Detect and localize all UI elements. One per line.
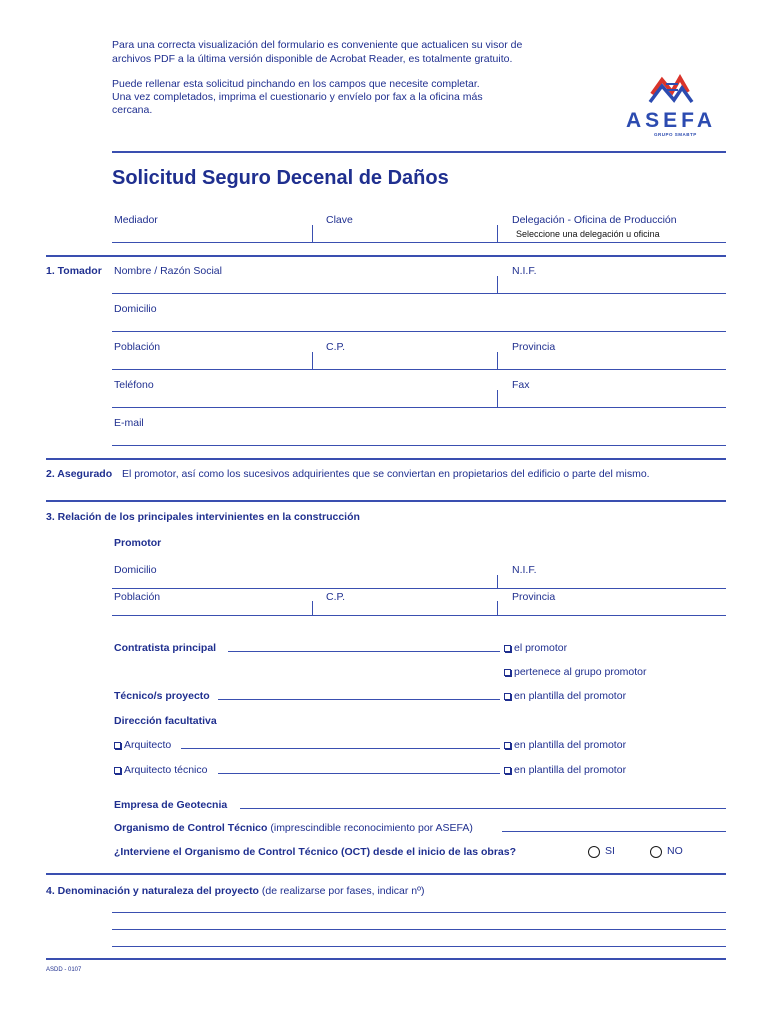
footer-code: ASDD - 0107 (46, 967, 82, 973)
el-promotor-option[interactable] (504, 642, 567, 655)
asefa-logo-mark-icon (622, 72, 727, 112)
tecnico-plantilla-text: en plantilla del promotor (514, 690, 627, 702)
el-promotor-text: el promotor (514, 642, 568, 654)
promotor-cp-label: C.P. (326, 591, 346, 603)
tecnico-label: Técnico/s proyecto (114, 690, 210, 702)
proyecto-line-3[interactable] (112, 946, 726, 947)
telefono-label: Teléfono (114, 379, 154, 391)
divider (312, 601, 313, 615)
section-2-title: 2. Asegurado (46, 468, 113, 480)
nombre-label: Nombre / Razón Social (114, 265, 222, 277)
intro-line-2: archivos PDF a la última versión disponible de Acrobat Reader, es totalmente gratuito. (112, 53, 513, 65)
section-3-title: 3. Relación de los principales intervinientes en la construcción (46, 511, 360, 523)
contratista-label: Contratista principal (114, 642, 217, 654)
provincia-label: Provincia (512, 341, 556, 353)
page-title: Solicitud Seguro Decenal de Daños (112, 167, 449, 189)
asegurado-text: El promotor, así como los sucesivos adquirientes que se conviertan en propietarios del edificio o parte del mismo. (122, 468, 650, 480)
section-rule (46, 255, 726, 257)
si-radio[interactable] (588, 846, 600, 858)
si-label: SI (605, 845, 615, 857)
checkbox-icon[interactable] (114, 767, 121, 774)
section-rule (46, 500, 726, 502)
delegacion-label: Delegación - Oficina de Producción (512, 214, 677, 226)
direccion-label: Dirección facultativa (114, 715, 217, 727)
organismo-label: Organismo de Control Técnico (114, 822, 268, 834)
title-top-rule (112, 151, 726, 153)
divider (497, 352, 498, 369)
divider (497, 276, 498, 293)
asefa-logo (622, 72, 727, 142)
section-rule (46, 873, 726, 875)
rule (112, 588, 726, 589)
divider (497, 225, 498, 242)
promotor-heading: Promotor (114, 537, 162, 549)
geotecnia-field-line[interactable] (240, 808, 726, 809)
section-4-row (46, 885, 424, 898)
pertenece-option[interactable] (504, 666, 647, 679)
rule (112, 331, 726, 332)
arquitecto-plantilla-text: en plantilla del promotor (514, 739, 627, 751)
organismo-note: (imprescindible reconocimiento por ASEFA) (270, 822, 473, 834)
arquitecto-tecnico-option[interactable] (114, 764, 207, 777)
arquitecto-tecnico-text: Arquitecto técnico (124, 764, 208, 776)
arquitecto-field-line[interactable] (181, 748, 500, 749)
domicilio-label: Domicilio (114, 303, 157, 315)
no-label: NO (667, 845, 683, 857)
pertenece-text: pertenece al grupo promotor (514, 666, 647, 678)
cp-label: C.P. (326, 341, 346, 353)
divider (312, 352, 313, 369)
arquitecto-tecnico-plantilla-option[interactable] (504, 764, 626, 777)
divider (497, 601, 498, 615)
poblacion-label: Población (114, 341, 161, 353)
rule (112, 615, 726, 616)
geotecnia-label: Empresa de Geotecnia (114, 799, 228, 811)
divider (497, 390, 498, 407)
rule (112, 293, 726, 294)
arquitecto-tecnico-plantilla-text: en plantilla del promotor (514, 764, 627, 776)
checkbox-icon[interactable] (504, 742, 511, 749)
delegacion-select[interactable]: Seleccione una delegación u oficina (516, 229, 660, 239)
no-radio[interactable] (650, 846, 662, 858)
rule (112, 242, 726, 243)
mediador-label: Mediador (114, 214, 158, 226)
clave-label: Clave (326, 214, 353, 226)
promotor-poblacion-label: Población (114, 591, 161, 603)
arquitecto-plantilla-option[interactable] (504, 739, 626, 752)
arquitecto-option[interactable] (114, 739, 171, 752)
rule (112, 369, 726, 370)
checkbox-icon[interactable] (114, 742, 121, 749)
oct-question: ¿Interviene el Organismo de Control Técnico (OCT) desde el inicio de las obras? (114, 846, 516, 858)
section-4-title: 4. Denominación y naturaleza del proyecto (46, 885, 259, 897)
organismo-field-line[interactable] (502, 831, 726, 832)
proyecto-line-2[interactable] (112, 929, 726, 930)
logo-name: ASEFA (626, 109, 717, 132)
promotor-nif-label: N.I.F. (512, 564, 537, 576)
arquitecto-tecnico-field-line[interactable] (218, 773, 500, 774)
tecnico-plantilla-option[interactable] (504, 690, 626, 703)
checkbox-icon[interactable] (504, 669, 511, 676)
intro-line-4: Una vez completados, imprima el cuestionario y envíelo por fax a la oficina más (112, 91, 483, 103)
divider (497, 575, 498, 588)
section-rule (46, 458, 726, 460)
intro-line-5: cercana. (112, 104, 153, 116)
tecnico-field-line[interactable] (218, 699, 500, 700)
nif-label: N.I.F. (512, 265, 537, 277)
fax-label: Fax (512, 379, 530, 391)
section-rule (46, 958, 726, 960)
checkbox-icon[interactable] (504, 693, 511, 700)
proyecto-line-1[interactable] (112, 912, 726, 913)
divider (312, 225, 313, 242)
promotor-provincia-label: Provincia (512, 591, 556, 603)
checkbox-icon[interactable] (504, 767, 511, 774)
organismo-row (114, 822, 473, 835)
checkbox-icon[interactable] (504, 645, 511, 652)
section-1-title: 1. Tomador (46, 265, 102, 277)
intro-line-3: Puede rellenar esta solicitud pinchando en los campos que necesite completar. (112, 78, 480, 90)
email-label: E-mail (114, 417, 144, 429)
logo-subtitle: GRUPO SMABTP (654, 132, 697, 137)
rule (112, 407, 726, 408)
intro-line-1: Para una correcta visualización del formulario es conveniente que actualicen su visor de (112, 39, 523, 51)
promotor-domicilio-label: Domicilio (114, 564, 157, 576)
contratista-field-line[interactable] (228, 651, 500, 652)
section-4-note: (de realizarse por fases, indicar nº) (261, 885, 425, 897)
rule (112, 445, 726, 446)
arquitecto-text: Arquitecto (124, 739, 172, 751)
